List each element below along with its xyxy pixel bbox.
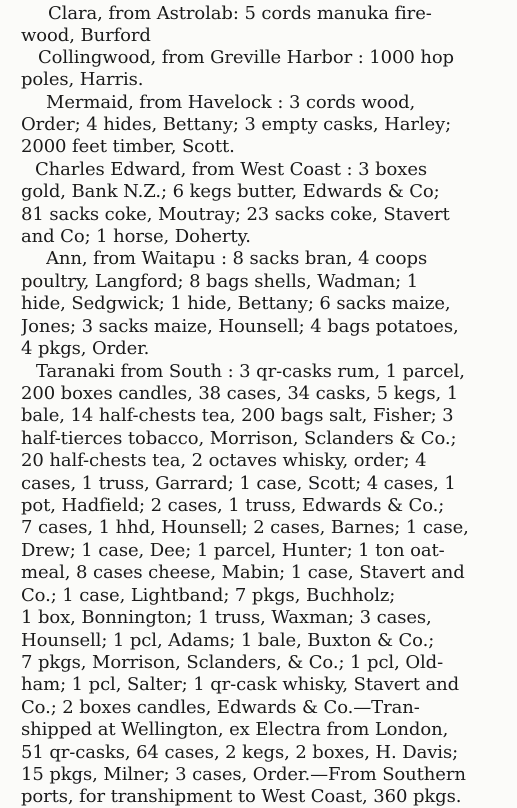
text-line: Ann, from Waitapu : 8 sacks bran, 4 coops <box>46 249 428 269</box>
text-line: Order; 4 hides, Bettany; 3 empty casks, Harley; <box>21 115 452 135</box>
text-line: Hounsell; 1 pcl, Adams; 1 bale, Buxton & Co.; <box>21 631 435 651</box>
text-line: Charles Edward, from West Coast : 3 boxes <box>35 160 428 180</box>
text-line: hide, Sedgwick; 1 hide, Bettany; 6 sacks maize, <box>21 294 451 314</box>
text-line: 20 half-chests tea, 2 octaves whisky, order; 4 <box>21 451 427 471</box>
text-line: half-tierces tobacco, Morrison, Sclanders & Co.; <box>21 429 457 449</box>
text-line: gold, Bank N.Z.; 6 kegs butter, Edwards & Co; <box>21 182 440 202</box>
text-line: 200 boxes candles, 38 cases, 34 casks, 5 kegs, 1 <box>21 384 459 404</box>
text-line: 7 cases, 1 hhd, Hounsell; 2 cases, Barnes; 1 case, <box>21 518 469 538</box>
text-line: Co.; 1 case, Lightband; 7 pkgs, Buchholz; <box>21 586 396 606</box>
text-line: poles, Harris. <box>21 70 144 90</box>
text-line: ports, for transhipment to West Coast, 360 pkgs. <box>21 787 462 807</box>
text-line: Mermaid, from Havelock : 3 cords wood, <box>46 93 416 113</box>
text-line: shipped at Wellington, ex Electra from London, <box>21 720 449 740</box>
text-line: wood, Burford <box>21 26 151 46</box>
text-line: ham; 1 pcl, Salter; 1 qr-cask whisky, Stavert and <box>21 675 460 695</box>
text-line: Taranaki from South : 3 qr-casks rum, 1 parcel, <box>36 362 465 382</box>
text-line: 1 box, Bonnington; 1 truss, Waxman; 3 cases, <box>21 608 432 628</box>
text-line: Jones; 3 sacks maize, Hounsell; 4 bags potatoes, <box>21 317 459 337</box>
text-line: poultry, Langford; 8 bags shells, Wadman; 1 <box>21 272 419 292</box>
text-line: bale, 14 half-chests tea, 200 bags salt, Fisher; 3 <box>21 406 454 426</box>
text-line: 2000 feet timber, Scott. <box>21 137 235 157</box>
text-line: cases, 1 truss, Garrard; 1 case, Scott; 4 cases, 1 <box>21 474 456 494</box>
text-line: Collingwood, from Greville Harbor : 1000 hop <box>38 48 454 68</box>
text-line: Clara, from Astrolab: 5 cords manuka fire- <box>48 4 432 24</box>
text-line: 7 pkgs, Morrison, Sclanders, & Co.; 1 pcl, Old- <box>21 653 444 673</box>
text-line: 4 pkgs, Order. <box>21 339 150 359</box>
text-line: Drew; 1 case, Dee; 1 parcel, Hunter; 1 ton oat- <box>21 541 445 561</box>
text-line: pot, Hadfield; 2 cases, 1 truss, Edwards & Co.; <box>21 496 445 516</box>
text-line: Co.; 2 boxes candles, Edwards & Co.—Tran- <box>21 698 420 718</box>
text-line: 51 qr-casks, 64 cases, 2 kegs, 2 boxes, H. Davis; <box>21 743 459 763</box>
text-line: and Co; 1 horse, Doherty. <box>21 227 251 247</box>
text-line: 81 sacks coke, Moutray; 23 sacks coke, Stavert <box>21 205 450 225</box>
text-line: meal, 8 cases cheese, Mabin; 1 case, Stavert and <box>21 563 465 583</box>
text-line: 15 pkgs, Milner; 3 cases, Order.—From Southern <box>21 765 466 785</box>
